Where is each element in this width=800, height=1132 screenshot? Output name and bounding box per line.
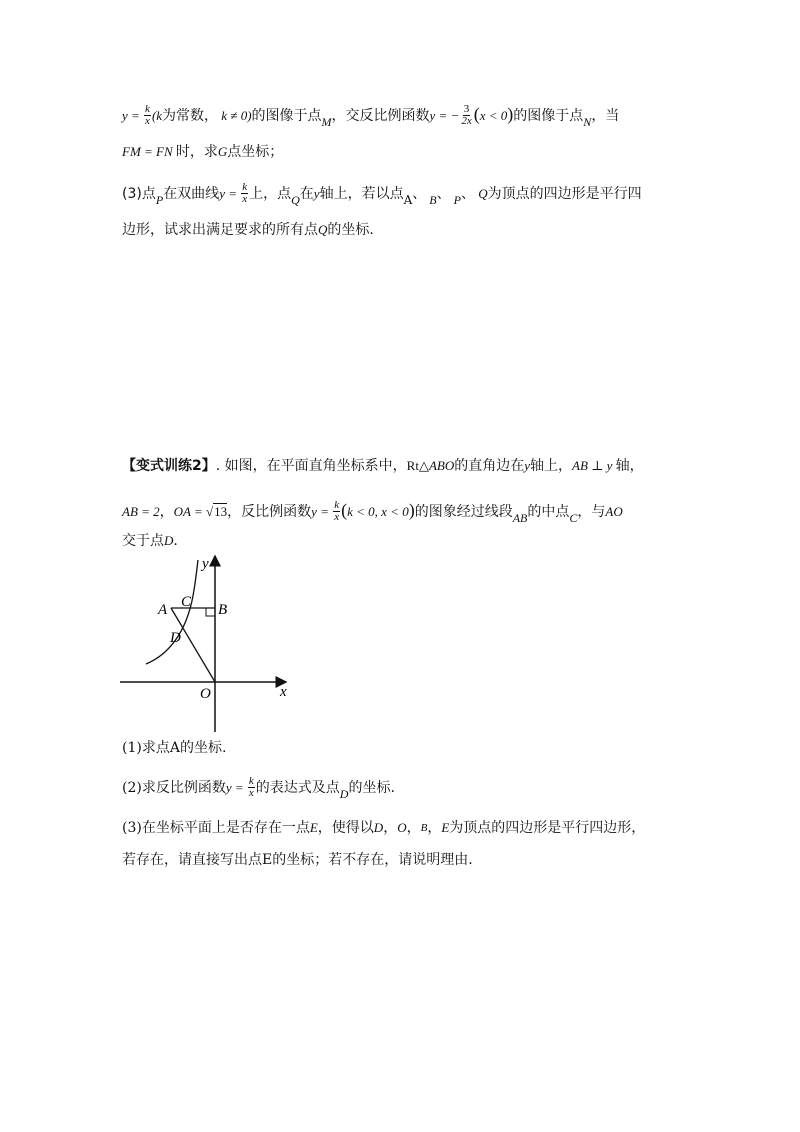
variant-line-1: 【变式训练2】 . 如图，在平面直角坐标系中， Rt △ABO 的直角边在 y 轴上， AB ⊥ y 轴，: [122, 458, 644, 474]
label-x: x: [280, 684, 287, 700]
point-G: G: [217, 144, 228, 159]
right-angle-mark: [206, 608, 215, 616]
question-3-line-2: 边形，试求出满足要求的所有点 Q 的坐标.: [122, 222, 374, 238]
question-3: (3)在坐标平面上是否存在一点 E ，使得以 D ， O ， B ， E 为顶点的四边形是平行四边形，: [122, 820, 646, 836]
point-M: M: [321, 114, 332, 129]
point-N: N: [583, 114, 592, 129]
problem-line-2: FM = FN 时，求 G 点坐标；: [122, 144, 284, 160]
formula-FM-FN: FM = FN: [122, 144, 176, 159]
variant-line-3: 交于点 D .: [122, 533, 178, 549]
label-D: D: [170, 630, 181, 646]
label-O: O: [200, 686, 211, 702]
label-y: y: [202, 556, 209, 572]
fraction-k-over-x: $\frac{k}{x}$: [145, 103, 150, 127]
formula-neg-3-over-2x: y = −: [429, 107, 460, 123]
question-3-line-2b: 若存在，请直接写出点E的坐标；若不存在，请说明理由.: [122, 852, 473, 868]
formula-y-k-over-x: y =: [122, 107, 144, 123]
question-3-line-1: (3)点 P 在双曲线 y = $\frac{k}{x}$ 上，点 Q 在 y 轴上，若以点 A 、 B 、 P 、 Q 为顶点的四边形是平行四: [122, 181, 642, 207]
question-1: (1)求点A的坐标.: [122, 740, 227, 756]
label-B: B: [218, 602, 228, 618]
formula-k-nonzero: k ≠ 0): [218, 107, 252, 123]
label-C: C: [181, 594, 192, 610]
label-A: A: [158, 602, 168, 618]
variant-line-2: AB = 2 ， OA = √13 ，反比例函数 y = $\frac{k}{x}$ (k < 0, x < 0) 的图象经过线段 AB 的中点 C ，与 AO: [122, 499, 623, 525]
problem-line-1: y = $\frac{k}{x}$ (k 为常数， k ≠ 0) 的图像于点 M ，交反比例函数 y = − $\frac{3}{2x}$ (x < 0) 的图像于点 N ，当: [122, 104, 619, 127]
coordinate-figure: [110, 550, 310, 740]
question-2: (2)求反比例函数 y = $\frac{k}{x}$ 的表达式及点 D 的坐标.: [122, 775, 395, 801]
variant-heading: 【变式训练2】: [122, 458, 216, 474]
